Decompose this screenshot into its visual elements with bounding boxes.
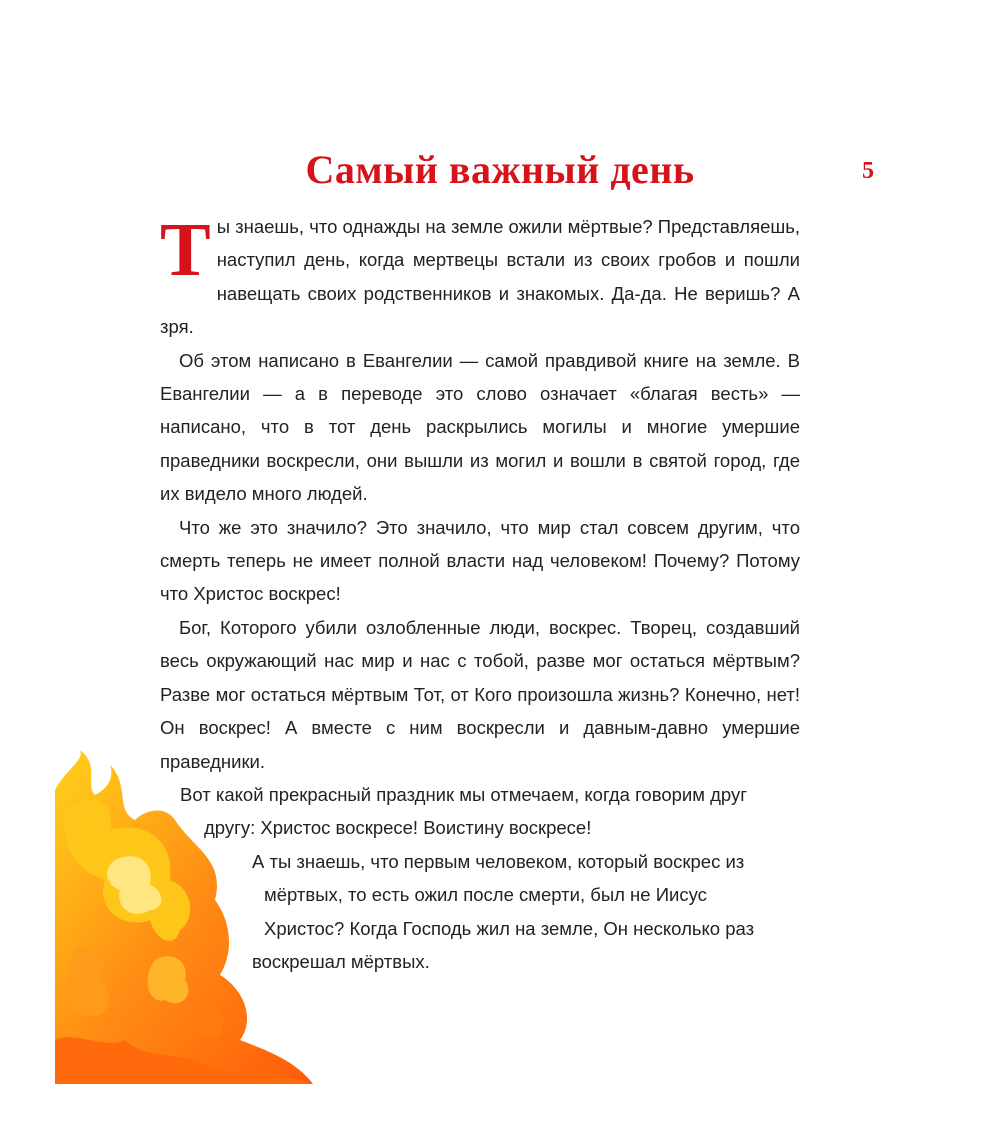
- paragraph-6-line-1: А ты знаешь, что первым человеком, который воскрес из: [252, 850, 745, 872]
- paragraph-3: Что же это значило? Это значило, что мир стал совсем другим, что смерть теперь не имеет полной власти над человеком! Почему? Потому что Христос воскрес!: [160, 516, 800, 605]
- page-number: 5: [862, 158, 874, 184]
- paragraph-6-line-4: воскрешал мёртвых.: [252, 950, 430, 972]
- drop-cap: Т: [160, 208, 211, 292]
- paragraph-1-text: ы знаешь, что однажды на земле ожили мёртвые? Представляешь, наступил день, когда мертвецы встали из своих гробов и пошли навещать своих родственников и знакомых. Да-да. Не веришь? А зря.: [160, 216, 800, 338]
- page-title: Самый важный день: [305, 147, 695, 192]
- paragraph-5-line-2: другу: Христос воскресе! Воистину воскресе!: [204, 817, 592, 839]
- paragraph-6-line-2: мёртвых, то есть ожил после смерти, был не Иисус: [264, 884, 707, 906]
- paragraph-1: [160, 210, 800, 344]
- flame-illustration: [55, 750, 315, 1090]
- paragraph-5-line-1: Вот какой прекрасный праздник мы отмечаем, когда говорим друг: [180, 783, 747, 805]
- paragraph-2: Об этом написано в Евангелии — самой правдивой книге на земле. В Евангелии — а в переводе это слово означает «благая весть» — написано, что в тот день раскрылись могилы и многие умершие праведники воскресли, они вышли из могил и вошли в святой город, где их видело много людей.: [160, 349, 800, 505]
- paragraph-6-line-3: Христос? Когда Господь жил на земле, Он несколько раз: [264, 917, 755, 939]
- paragraph-4: Бог, Которого убили озлобленные люди, воскрес. Творец, создавший весь окружающий нас мир и нас с тобой, разве мог остаться мёртвым? Разве мог остаться мёртвым Тот, от Кого произошла жизнь? Конечно, нет! Он воскрес! А вместе с ним воскресли и давным-давно умершие праведники.: [160, 616, 800, 772]
